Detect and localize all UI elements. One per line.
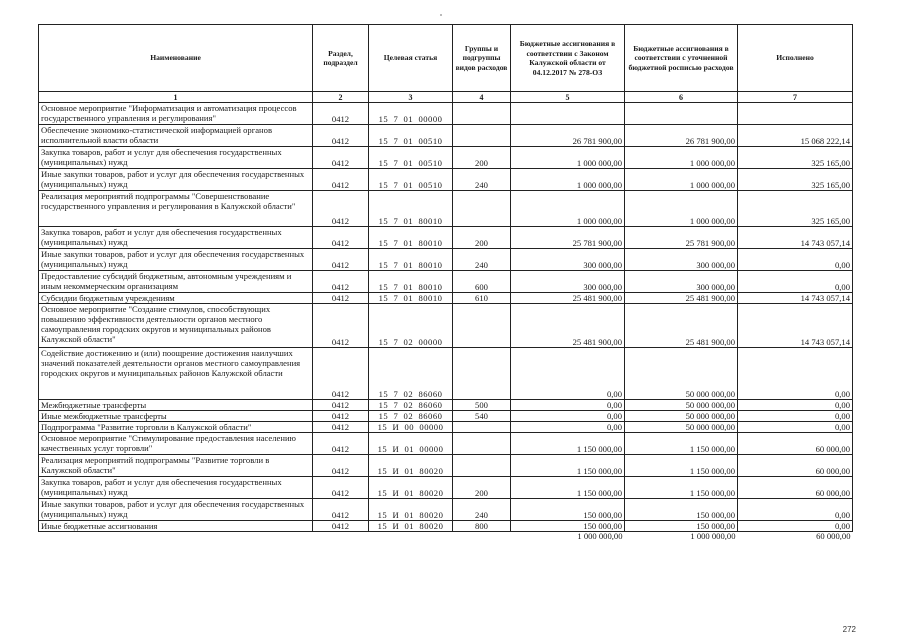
row-name: Реализация мероприятий подпрограммы "Совершенствование государственного управления и регулирования в Калужской области" [39, 191, 313, 227]
column-number: 7 [738, 92, 853, 103]
table-row [39, 422, 853, 433]
row-name: Закупка товаров, работ и услуг для обеспечения государственных (муниципальных) нужд [39, 147, 313, 169]
table-row [39, 455, 853, 477]
row-law-allocation: 1 150 000,00 [511, 433, 625, 455]
row-executed: 14 743 057,14 [738, 293, 853, 304]
row-section: 0412 [313, 348, 369, 400]
row-law-allocation: 26 781 900,00 [511, 125, 625, 147]
row-name: Закупка товаров, работ и услуг для обеспечения государственных (муниципальных) нужд [39, 477, 313, 499]
row-target-article: 15 И 01 80020 [369, 477, 453, 499]
row-updated-allocation: 1 150 000,00 [625, 433, 738, 455]
row-section: 0412 [313, 103, 369, 125]
trailing-empty [313, 532, 369, 541]
row-updated-allocation: 25 481 900,00 [625, 293, 738, 304]
row-executed: 0,00 [738, 422, 853, 433]
row-updated-allocation [625, 103, 738, 125]
column-number: 4 [453, 92, 511, 103]
table-body [39, 103, 853, 541]
row-executed: 60 000,00 [738, 455, 853, 477]
row-executed: 0,00 [738, 499, 853, 521]
row-executed: 325 165,00 [738, 191, 853, 227]
row-expense-group [453, 125, 511, 147]
row-law-allocation: 1 000 000,00 [511, 191, 625, 227]
row-law-allocation: 150 000,00 [511, 499, 625, 521]
row-executed: 14 743 057,14 [738, 304, 853, 348]
header-name: Наименование [39, 25, 313, 92]
row-law-allocation: 1 150 000,00 [511, 477, 625, 499]
row-executed [738, 103, 853, 125]
row-section: 0412 [313, 304, 369, 348]
table-row [39, 191, 853, 227]
column-number: 6 [625, 92, 738, 103]
row-section: 0412 [313, 433, 369, 455]
row-executed: 60 000,00 [738, 433, 853, 455]
row-expense-group: 200 [453, 477, 511, 499]
row-name: Основное мероприятие "Информатизация и автоматизация процессов государственного управления и регулирования" [39, 103, 313, 125]
row-section: 0412 [313, 400, 369, 411]
row-expense-group [453, 304, 511, 348]
table-row [39, 125, 853, 147]
row-law-allocation: 1 000 000,00 [511, 147, 625, 169]
table-row [39, 521, 853, 532]
table-row-trailing [39, 532, 853, 541]
row-target-article: 15 7 01 80010 [369, 191, 453, 227]
row-updated-allocation: 50 000 000,00 [625, 348, 738, 400]
column-number: 5 [511, 92, 625, 103]
row-target-article: 15 И 01 80020 [369, 499, 453, 521]
table-row [39, 169, 853, 191]
row-law-allocation: 300 000,00 [511, 271, 625, 293]
trailing-executed: 60 000,00 [816, 531, 851, 540]
row-law-allocation: 25 481 900,00 [511, 293, 625, 304]
row-updated-allocation: 50 000 000,00 [625, 411, 738, 422]
row-updated-allocation: 50 000 000,00 [625, 422, 738, 433]
row-expense-group: 240 [453, 249, 511, 271]
row-law-allocation: 0,00 [511, 400, 625, 411]
row-section: 0412 [313, 422, 369, 433]
row-target-article: 15 7 01 80010 [369, 249, 453, 271]
row-section: 0412 [313, 169, 369, 191]
table-row [39, 433, 853, 455]
row-target-article: 15 7 02 86060 [369, 348, 453, 400]
row-expense-group [453, 433, 511, 455]
column-number: 2 [313, 92, 369, 103]
row-target-article: 15 И 00 00000 [369, 422, 453, 433]
row-target-article: 15 7 01 00510 [369, 125, 453, 147]
row-law-allocation: 1 000 000,00 [511, 169, 625, 191]
row-expense-group: 500 [453, 400, 511, 411]
row-law-allocation: 300 000,00 [511, 249, 625, 271]
row-name: Предоставление субсидий бюджетным, автономным учреждениям и иным некоммерческим организациям [39, 271, 313, 293]
row-law-allocation: 0,00 [511, 411, 625, 422]
row-target-article: 15 7 01 80010 [369, 271, 453, 293]
header-updated: Бюджетные ассигнования в соответствии с уточненной бюджетной росписью расходов [625, 25, 738, 92]
row-executed: 14 743 057,14 [738, 227, 853, 249]
table-row [39, 499, 853, 521]
row-section: 0412 [313, 191, 369, 227]
row-updated-allocation: 1 150 000,00 [625, 477, 738, 499]
row-target-article: 15 И 01 80020 [369, 521, 453, 532]
scan-mark [440, 14, 442, 16]
row-expense-group [453, 103, 511, 125]
row-target-article: 15 7 01 80010 [369, 293, 453, 304]
row-name: Межбюджетные трансферты [39, 400, 313, 411]
row-name: Закупка товаров, работ и услуг для обеспечения государственных (муниципальных) нужд [39, 227, 313, 249]
row-expense-group: 240 [453, 169, 511, 191]
row-law-allocation [511, 103, 625, 125]
row-updated-allocation: 300 000,00 [625, 271, 738, 293]
row-section: 0412 [313, 249, 369, 271]
header-groups: Группы и подгруппы видов расходов [453, 25, 511, 92]
row-updated-allocation: 300 000,00 [625, 249, 738, 271]
table-row [39, 348, 853, 400]
row-expense-group [453, 348, 511, 400]
row-section: 0412 [313, 147, 369, 169]
table-row [39, 147, 853, 169]
table-row [39, 249, 853, 271]
row-law-allocation: 0,00 [511, 348, 625, 400]
row-name: Основное мероприятие "Создание стимулов, способствующих повышению эффективности деятельности органов местного самоуправления городских округов и муниципальных районов Калужской области" [39, 304, 313, 348]
row-target-article: 15 И 01 00000 [369, 433, 453, 455]
table-row [39, 271, 853, 293]
row-updated-allocation: 1 150 000,00 [625, 455, 738, 477]
row-executed: 325 165,00 [738, 147, 853, 169]
row-law-allocation: 1 150 000,00 [511, 455, 625, 477]
row-expense-group [453, 191, 511, 227]
row-updated-allocation: 25 781 900,00 [625, 227, 738, 249]
row-executed: 15 068 222,14 [738, 125, 853, 147]
row-target-article: 15 7 01 80010 [369, 227, 453, 249]
row-target-article: 15 7 01 00510 [369, 169, 453, 191]
row-target-article: 15 И 01 80020 [369, 455, 453, 477]
row-section: 0412 [313, 455, 369, 477]
table-row [39, 411, 853, 422]
row-target-article: 15 7 02 00000 [369, 304, 453, 348]
trailing-updated: 1 000 000,00 [690, 531, 736, 540]
row-name: Реализация мероприятий подпрограммы "Развитие торговли в Калужской области" [39, 455, 313, 477]
column-number: 1 [39, 92, 313, 103]
row-name: Содействие достижению и (или) поощрение достижения наилучших значений показателей деятельности органов местного самоуправления городских округов и муниципальных районов Калужской области [39, 348, 313, 400]
row-expense-group: 200 [453, 147, 511, 169]
column-number-row [39, 92, 853, 103]
row-section: 0412 [313, 271, 369, 293]
row-expense-group: 540 [453, 411, 511, 422]
row-section: 0412 [313, 521, 369, 532]
row-target-article: 15 7 02 86060 [369, 400, 453, 411]
trailing-law: 1 000 000,00 [577, 531, 623, 540]
row-name: Иные закупки товаров, работ и услуг для обеспечения государственных (муниципальных) нужд [39, 499, 313, 521]
row-executed: 0,00 [738, 348, 853, 400]
row-name: Обеспечение экономико-статистической информацией органов исполнительной власти области [39, 125, 313, 147]
table-row [39, 400, 853, 411]
row-updated-allocation: 150 000,00 [625, 499, 738, 521]
trailing-empty [453, 532, 511, 541]
header-target: Целевая статья [369, 25, 453, 92]
row-expense-group: 200 [453, 227, 511, 249]
row-name: Иные закупки товаров, работ и услуг для обеспечения государственных (муниципальных) нужд [39, 169, 313, 191]
row-section: 0412 [313, 293, 369, 304]
table-row [39, 293, 853, 304]
row-updated-allocation: 25 481 900,00 [625, 304, 738, 348]
row-executed: 0,00 [738, 271, 853, 293]
row-law-allocation: 25 481 900,00 [511, 304, 625, 348]
row-section: 0412 [313, 499, 369, 521]
row-expense-group: 610 [453, 293, 511, 304]
row-target-article: 15 7 01 00510 [369, 147, 453, 169]
row-law-allocation: 150 000,00 [511, 521, 625, 532]
header-law: Бюджетные ассигнования в соответствии с Законом Калужской области от 04.12.2017 № 278-ОЗ [511, 25, 625, 92]
row-executed: 325 165,00 [738, 169, 853, 191]
row-updated-allocation: 1 000 000,00 [625, 147, 738, 169]
row-updated-allocation: 1 000 000,00 [625, 169, 738, 191]
row-updated-allocation: 150 000,00 [625, 521, 738, 532]
row-name: Иные бюджетные ассигнования [39, 521, 313, 532]
row-updated-allocation: 1 000 000,00 [625, 191, 738, 227]
table-row [39, 477, 853, 499]
row-section: 0412 [313, 125, 369, 147]
row-name: Основное мероприятие "Стимулирование предоставления населению качественных услуг торговли" [39, 433, 313, 455]
row-expense-group: 800 [453, 521, 511, 532]
row-name: Подпрограмма "Развитие торговли в Калужской области" [39, 422, 313, 433]
page-number: 272 [842, 625, 856, 634]
row-updated-allocation: 50 000 000,00 [625, 400, 738, 411]
row-section: 0412 [313, 411, 369, 422]
row-executed: 0,00 [738, 521, 853, 532]
row-updated-allocation: 26 781 900,00 [625, 125, 738, 147]
row-law-allocation: 25 781 900,00 [511, 227, 625, 249]
row-expense-group: 600 [453, 271, 511, 293]
header-section: Раздел, подраздел [313, 25, 369, 92]
row-expense-group [453, 422, 511, 433]
row-expense-group [453, 455, 511, 477]
budget-table [38, 24, 853, 540]
table-row [39, 304, 853, 348]
row-expense-group: 240 [453, 499, 511, 521]
row-law-allocation: 0,00 [511, 422, 625, 433]
table-row [39, 103, 853, 125]
row-section: 0412 [313, 227, 369, 249]
row-name: Иные закупки товаров, работ и услуг для обеспечения государственных (муниципальных) нужд [39, 249, 313, 271]
row-section: 0412 [313, 477, 369, 499]
row-executed: 0,00 [738, 249, 853, 271]
budget-table-sheet [38, 24, 852, 540]
row-target-article: 15 7 02 86060 [369, 411, 453, 422]
row-name: Иные межбюджетные трансферты [39, 411, 313, 422]
trailing-empty [369, 532, 453, 541]
row-target-article: 15 7 01 00000 [369, 103, 453, 125]
table-row [39, 227, 853, 249]
row-executed: 0,00 [738, 411, 853, 422]
header-row [39, 25, 853, 92]
header-executed: Исполнено [738, 25, 853, 92]
row-name: Субсидии бюджетным учреждениям [39, 293, 313, 304]
row-executed: 60 000,00 [738, 477, 853, 499]
trailing-empty [39, 532, 313, 541]
row-executed: 0,00 [738, 400, 853, 411]
column-number: 3 [369, 92, 453, 103]
